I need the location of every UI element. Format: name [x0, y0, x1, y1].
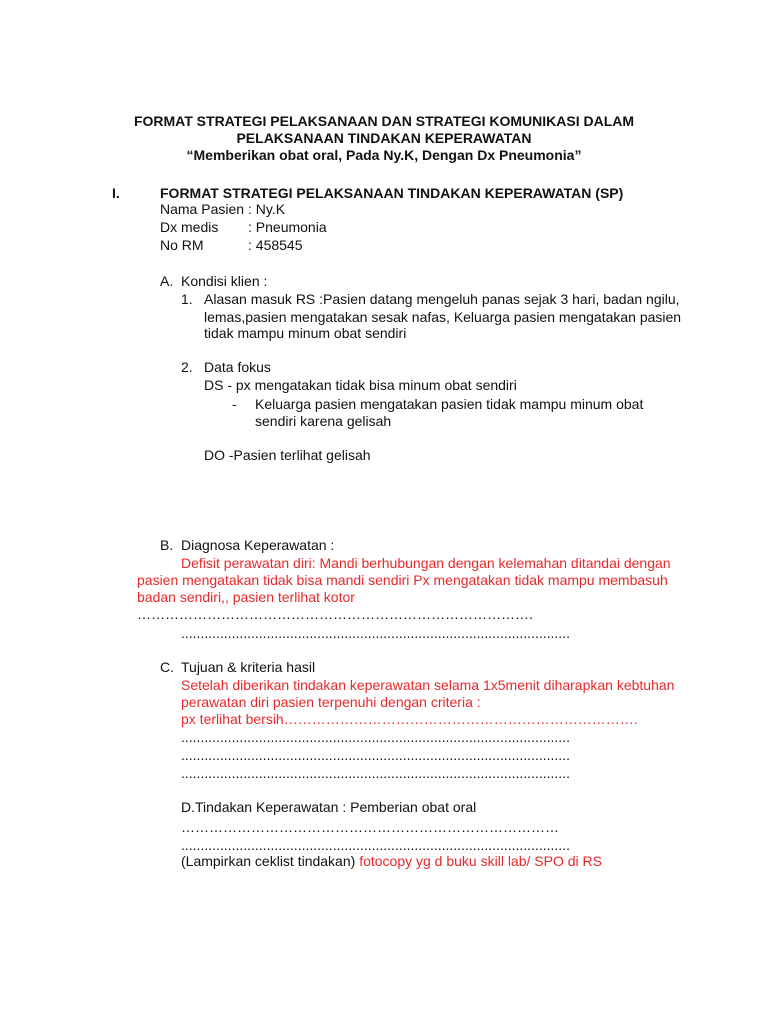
part-c-letter: C.	[160, 659, 174, 675]
do-line: DO -Pasien terlihat gelisah	[204, 447, 371, 463]
goal-criteria-text: px terlihat bersih………………………………………………………………….	[181, 711, 638, 727]
ds-line: DS - px mengatakan tidak bisa minum obat sendiri	[204, 377, 517, 393]
part-a-letter: A.	[160, 273, 174, 289]
part-c-title: Tujuan & kriteria hasil	[181, 659, 316, 675]
goal-text-line: Setelah diberikan tindakan keperawatan selama 1x5menit diharapkan kebtuhan	[181, 677, 675, 693]
section-title: FORMAT STRATEGI PELAKSANAAN TINDAKAN KEPERAWATAN (SP)	[160, 185, 624, 201]
attachment-note	[181, 852, 602, 870]
item-1-line: Alasan masuk RS :Pasien datang mengeluh panas sejak 3 hari, badan ngilu,	[204, 291, 680, 307]
fill-in-dots: ....................................................................................................	[181, 625, 570, 641]
fill-in-dots: ....................................................................................................	[181, 729, 570, 745]
goal-text-line: perawatan diri pasien terpenuhi dengan criteria :	[181, 694, 481, 710]
item-2-number: 2.	[181, 359, 193, 375]
goal-criteria-line	[181, 710, 638, 728]
patient-name-value: : Ny.K	[248, 201, 286, 217]
part-d-title: D.Tindakan Keperawatan : Pemberian obat oral	[181, 799, 477, 815]
section-number: I.	[112, 185, 120, 201]
no-rm-label: No RM	[160, 237, 204, 253]
ds-sub-line: sendiri karena gelisah	[255, 413, 392, 429]
diagnosis-text-line: badan sendiri,, pasien terlihat kotor	[137, 589, 355, 605]
attachment-label: (Lampirkan ceklist tindakan)	[181, 853, 360, 869]
ds-sub-dash: -	[232, 396, 237, 412]
part-a-title: Kondisi klien :	[181, 273, 268, 289]
fill-in-dots: ....................................................................................................	[181, 837, 570, 853]
dx-medis-label: Dx medis	[160, 219, 219, 235]
ds-sub-line: Keluarga pasien mengatakan pasien tidak mampu minum obat	[255, 396, 644, 412]
fill-in-dots: ………………………………………………………………………	[181, 819, 559, 835]
no-rm-value: : 458545	[248, 237, 303, 253]
part-b-title: Diagnosa Keperawatan :	[181, 537, 335, 553]
item-2-title: Data fokus	[204, 359, 271, 375]
patient-name-label: Nama Pasien	[160, 201, 245, 217]
diagnosis-text-line: Defisit perawatan diri: Mandi berhubungan dengan kelemahan ditandai dengan	[181, 555, 671, 571]
doc-title-line-2: PELAKSANAAN TINDAKAN KEPERAWATAN	[236, 130, 532, 146]
diagnosis-text-line: pasien mengatakan tidak bisa mandi sendiri Px mengatakan tidak mampu membasuh	[137, 572, 668, 588]
item-1-number: 1.	[181, 291, 193, 307]
dx-medis-value: : Pneumonia	[248, 219, 327, 235]
item-1-line: lemas,pasien mengatakan sesak nafas, Keluarga pasien mengatakan pasien	[204, 309, 682, 325]
item-1-line: tidak mampu minum obat sendiri	[204, 325, 407, 341]
part-b-letter: B.	[160, 537, 174, 553]
doc-title-line-1: FORMAT STRATEGI PELAKSANAAN DAN STRATEGI KOMUNIKASI DALAM	[133, 113, 635, 129]
fill-in-dots: ....................................................................................................	[181, 747, 570, 763]
doc-subtitle: “Memberikan obat oral, Pada Ny.K, Dengan Dx Pneumonia”	[186, 147, 582, 163]
attachment-red-note: fotocopy yg d buku skill lab/ SPO di RS	[359, 853, 602, 869]
fill-in-dots: ....................................................................................................	[181, 765, 570, 781]
fill-in-dots: ………………………………………………………………………….	[137, 606, 533, 622]
